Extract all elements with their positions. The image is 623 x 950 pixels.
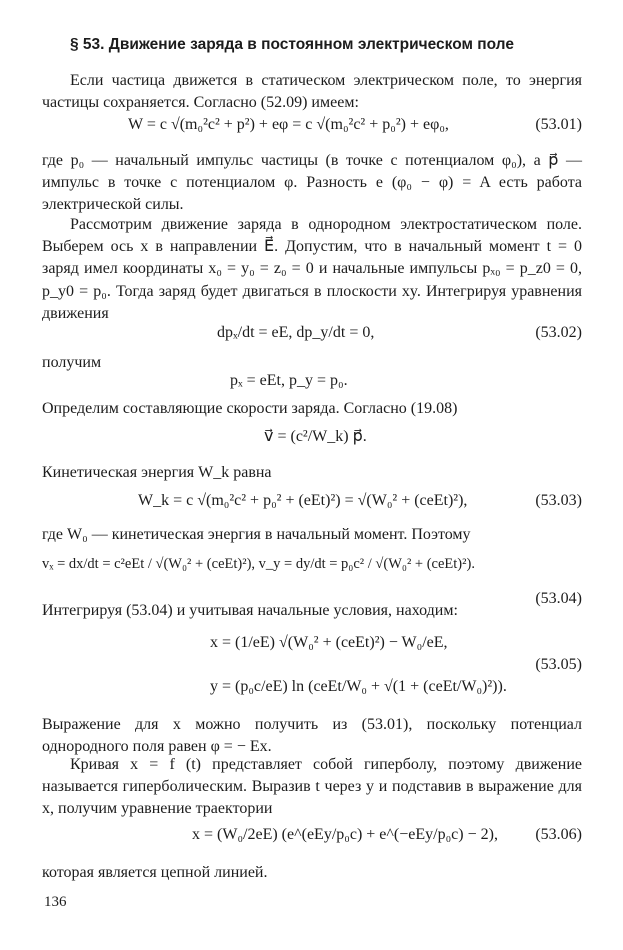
equation-number: (53.06) [535, 826, 582, 843]
equation-text-y: y = (p₀c/eE) ln (ceEt/W₀ + √(1 + (ceEt/W₀)²)). [210, 678, 507, 695]
equation-53-01 [42, 116, 582, 144]
paragraph-8: Интегрируя (53.04) и учитывая начальные условия, находим: [42, 602, 458, 619]
paragraph-11: которая является цепной линией. [42, 864, 268, 881]
equation-velocity [42, 426, 582, 454]
equation-text: W = c √(m₀²c² + p²) + eφ = c √(m₀²c² + p₀²) + eφ₀, [128, 116, 449, 133]
paragraph-6: Кинетическая энергия W_k равна [42, 464, 272, 481]
section-heading: § 53. Движение заряда в постоянном электрическом поле [70, 36, 514, 53]
equation-text: dpₓ/dt = eE, dp_y/dt = 0, [217, 324, 375, 341]
paragraph-7: где W₀ — кинетическая энергия в начальный момент. Поэтому [42, 526, 471, 543]
paragraph-10: Кривая x = f (t) представляет собой гиперболу, поэтому движение называется гиперболическим. Выразив t через y и подставив в выражение для x, получим уравнение траектории [42, 756, 582, 818]
paragraph-2: где p₀ — начальный импульс частицы (в точке с потенциалом φ₀), а p⃗ — импульс в точке с потенциалом φ. Разность e (φ₀ − φ) = A есть работа электрической силы. [42, 152, 582, 214]
equation-number: (53.05) [535, 656, 582, 673]
equation-number: (53.03) [535, 492, 582, 509]
equation-53-02 [42, 324, 582, 354]
equation-text: v⃗ = (c²/W_k) p⃗. [264, 428, 367, 445]
equation-text: pₓ = eEt, p_y = p₀. [230, 372, 348, 389]
equation-text: x = (W₀/2eE) (e^(eEy/p₀c) + e^(−eEy/p₀c) − 2), [192, 826, 498, 843]
page-number: 136 [44, 894, 67, 910]
paragraph-3: Рассмотрим движение заряда в однородном электростатическом поле. Выберем ось x в направлении E⃗. Допустим, что в начальный момент t = 0 заряд имел координаты x₀ = y₀ = z₀ = 0 и начальные импульсы pₓ₀ = p_z0 = 0, p_y0 = p₀. Тогда заряд будет двигаться в плоскости xy. Интегрируя уравнения движения [42, 216, 582, 322]
paragraph-4: получим [42, 354, 102, 371]
equation-text: W_k = c √(m₀²c² + p₀² + (eEt)²) = √(W₀² + (ceEt)²), [138, 492, 468, 509]
equation-text-x: x = (1/eE) √(W₀² + (ceEt)²) − W₀/eE, [210, 634, 448, 651]
equation-text: vₓ = dx/dt = c²eEt / √(W₀² + (ceEt)²), v_y = dy/dt = p₀c² / √(W₀² + (ceEt)²). [42, 556, 475, 572]
paragraph-9: Выражение для x можно получить из (53.01), поскольку потенциал однородного поля равен φ = − Ex. [42, 716, 582, 756]
equation-number: (53.02) [535, 324, 582, 341]
equation-momentum [42, 372, 582, 396]
paragraph-5: Определим составляющие скорости заряда. Согласно (19.08) [42, 400, 458, 417]
equation-number: (53.01) [535, 116, 582, 133]
equation-53-05 [42, 630, 582, 710]
equation-53-03 [42, 492, 582, 520]
paragraph-1: Если частица движется в статическом электрическом поле, то энергия частицы сохраняется. Согласно (52.09) имеем: [42, 72, 582, 112]
equation-53-06 [42, 818, 582, 854]
equation-number: (53.04) [535, 590, 582, 607]
equation-53-04 [42, 556, 582, 607]
